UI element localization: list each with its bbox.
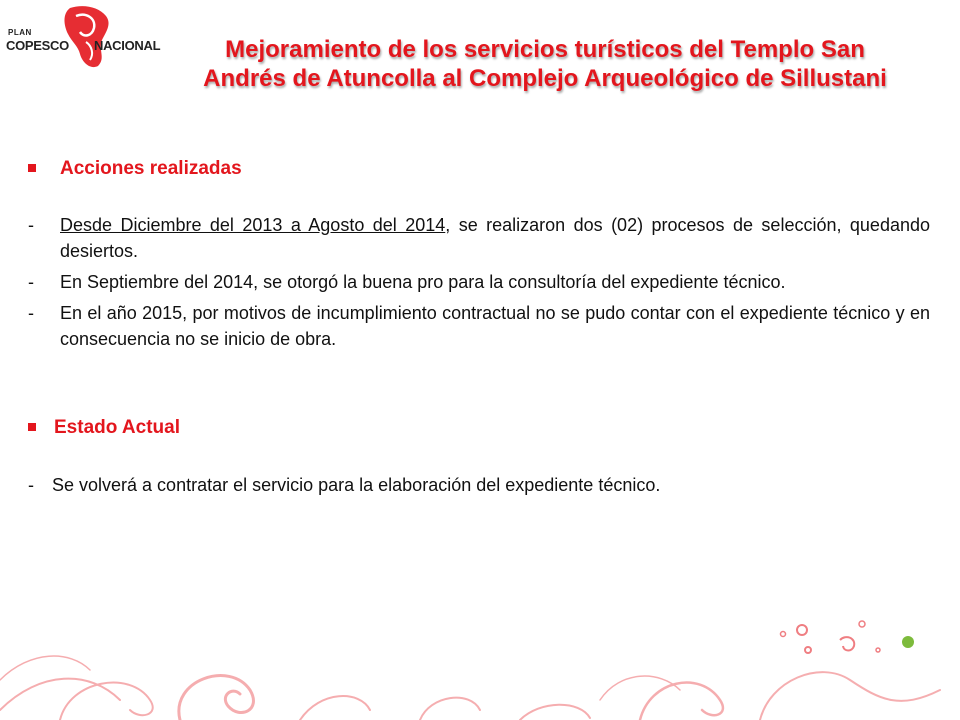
page-title [150, 36, 940, 94]
logo-plan-text: PLAN [8, 28, 32, 37]
square-bullet-icon [28, 423, 36, 431]
underlined-date-range: Desde Diciembre del 2013 a Agosto del 2014 [60, 215, 446, 235]
section-heading-label: Estado Actual [54, 417, 180, 438]
dash-marker: - [28, 272, 34, 292]
dash-marker: - [28, 215, 34, 235]
dash-marker: - [28, 303, 34, 323]
section-heading-acciones [28, 158, 328, 182]
title-line-2: Andrés de Atuncolla al Complejo Arqueológico de Sillustani [203, 64, 887, 92]
section-heading-estado [28, 417, 328, 441]
list-item [28, 300, 930, 352]
plan-copesco-logo [2, 2, 172, 72]
dash-marker: - [28, 475, 34, 495]
green-dot-icon [902, 636, 914, 648]
square-bullet-icon [28, 164, 36, 172]
list-item-text: Se volverá a contratar el servicio para la elaboración del expediente técnico. [52, 475, 661, 495]
list-item-text: , se realizaron dos (02) procesos de selección, quedando desiertos. [60, 215, 930, 261]
title-line-1: Mejoramiento de los servicios turísticos del Templo San [225, 36, 865, 63]
list-item-text: En el año 2015, por motivos de incumplimiento contractual no se pudo contar con el expediente técnico y en consecuencia no se inicio de obra. [60, 303, 930, 349]
red-swirl-decoration [0, 560, 960, 720]
list-item [28, 212, 930, 264]
peru-map-swirl-icon [2, 2, 172, 72]
acciones-list [28, 212, 930, 357]
logo-nacional-text: NACIONAL [94, 38, 161, 53]
logo-copesco-text: COPESCO [6, 38, 69, 53]
list-item [28, 269, 930, 295]
list-item-text: En Septiembre del 2014, se otorgó la buena pro para la consultoría del expediente técnico. [60, 272, 786, 292]
section-heading-label: Acciones realizadas [60, 158, 242, 179]
